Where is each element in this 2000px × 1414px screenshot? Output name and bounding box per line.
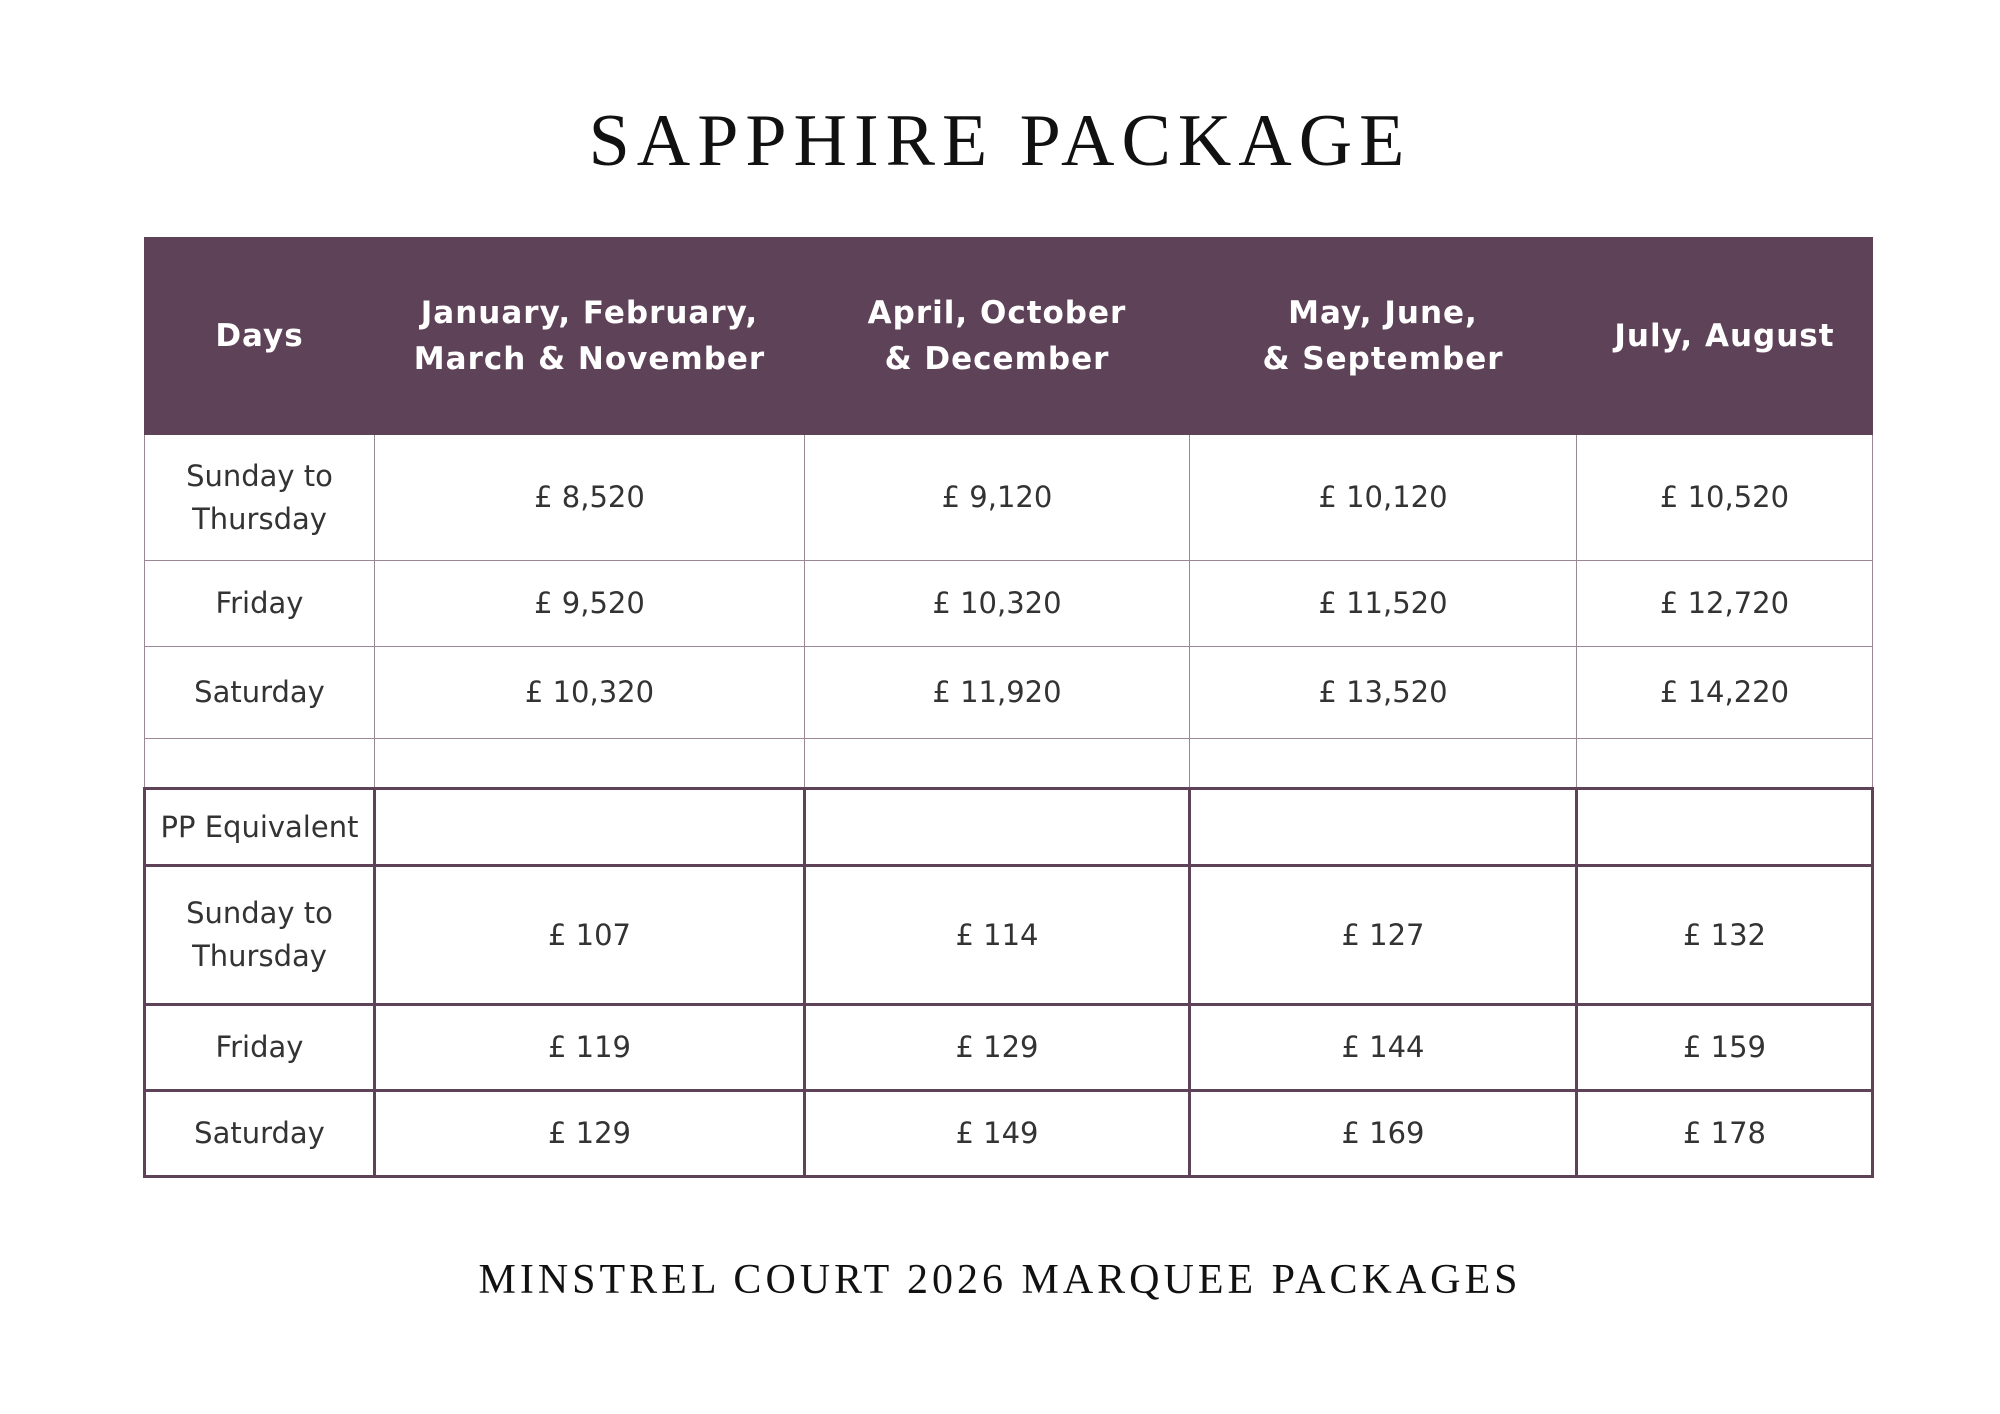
footer-caption: MINSTREL COURT 2026 MARQUEE PACKAGES [478,1257,1522,1303]
header-jul-aug: July, August [1577,238,1873,435]
price-cell: £ 129 [375,1091,805,1177]
pp-equivalent-label: PP Equivalent [145,789,375,866]
price-cell: £ 10,120 [1190,435,1577,561]
price-cell: £ 10,520 [1577,435,1873,561]
blank-cell [1190,789,1577,866]
table-row [145,647,1873,739]
blank-cell [1577,789,1873,866]
price-cell: £ 114 [805,866,1190,1005]
price-cell: £ 14,220 [1577,647,1873,739]
price-cell: £ 119 [375,1005,805,1091]
header-days: Days [145,238,375,435]
price-cell: £ 10,320 [805,561,1190,647]
price-cell: £ 11,520 [1190,561,1577,647]
blank-cell [145,739,375,789]
day-cell: Saturday [145,1091,375,1177]
table-row [145,1005,1873,1091]
price-cell: £ 129 [805,1005,1190,1091]
table-row [145,1091,1873,1177]
price-cell: £ 10,320 [375,647,805,739]
price-cell: £ 159 [1577,1005,1873,1091]
table-row [145,435,1873,561]
pp-equivalent-row [145,789,1873,866]
price-cell: £ 149 [805,1091,1190,1177]
blank-cell [375,789,805,866]
price-cell: £ 132 [1577,866,1873,1005]
day-cell: Friday [145,561,375,647]
price-cell: £ 13,520 [1190,647,1577,739]
price-cell: £ 8,520 [375,435,805,561]
price-cell: £ 144 [1190,1005,1577,1091]
price-cell: £ 11,920 [805,647,1190,739]
table-header-row [145,238,1873,435]
day-cell: Friday [145,1005,375,1091]
table-row [145,866,1873,1005]
day-cell: Sunday to Thursday [145,866,375,1005]
blank-cell [1577,739,1873,789]
day-cell: Sunday to Thursday [145,435,375,561]
blank-cell [1190,739,1577,789]
price-table [143,237,1874,1178]
price-cell: £ 178 [1577,1091,1873,1177]
price-cell: £ 12,720 [1577,561,1873,647]
blank-cell [805,739,1190,789]
blank-cell [805,789,1190,866]
price-cell: £ 107 [375,866,805,1005]
page-title: SAPPHIRE PACKAGE [588,100,1412,182]
day-cell: Saturday [145,647,375,739]
blank-cell [375,739,805,789]
header-may-jun-sep: May, June, & September [1190,238,1577,435]
header-jan-feb-mar-nov: January, February, March & November [375,238,805,435]
price-cell: £ 127 [1190,866,1577,1005]
blank-row [145,739,1873,789]
price-cell: £ 9,520 [375,561,805,647]
price-cell: £ 169 [1190,1091,1577,1177]
header-apr-oct-dec: April, October & December [805,238,1190,435]
price-cell: £ 9,120 [805,435,1190,561]
table-row [145,561,1873,647]
